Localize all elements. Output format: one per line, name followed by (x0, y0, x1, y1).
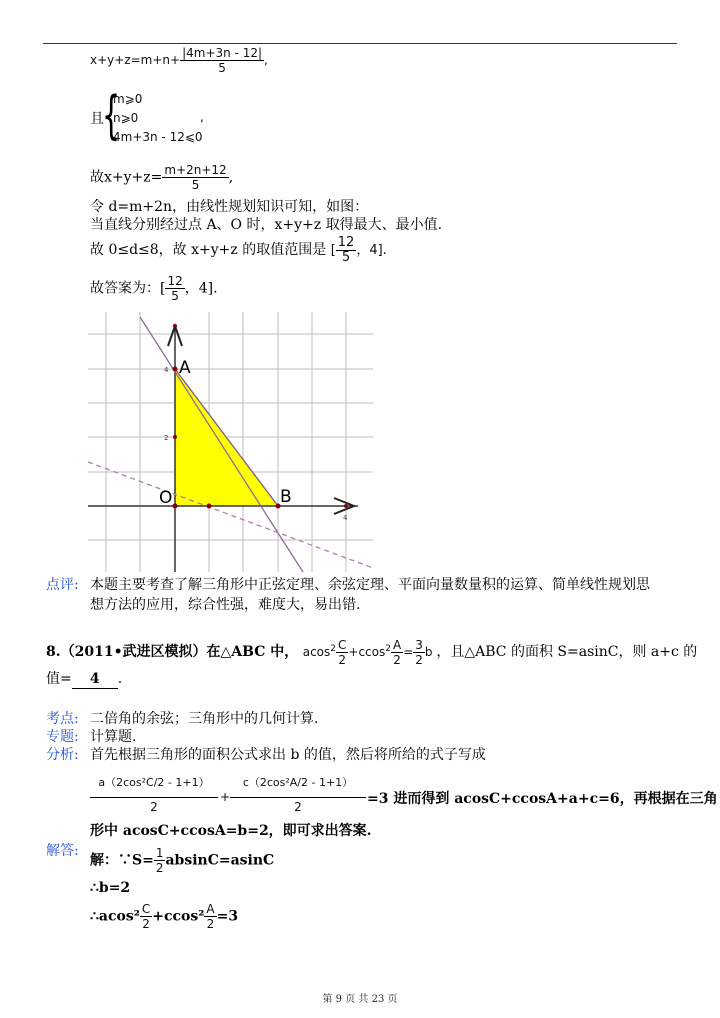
tick-label-2: 2 (164, 434, 169, 442)
fraction-1-bar (90, 797, 218, 798)
fenxi-text: 首先根据三角形的面积公式求出 b 的值，然后将所给的式子写成 (90, 747, 486, 763)
and-label: 且 (90, 111, 104, 127)
tick-label-4: 4 (164, 366, 169, 374)
answer-value: 4 (72, 670, 118, 689)
fraction-2-denominator: 2 (294, 800, 302, 814)
comment-line-2: 想方法的应用，综合性强，难度大，易出错. (90, 597, 361, 613)
paragraph-3: 故 0≤d≤8，故 x+y+z 的取值范围是 [ $\frac{12}{5}$ ，4]. (90, 235, 387, 265)
point-2 (173, 435, 177, 439)
paragraph-2: 当直线分别经过点 A、O 时，x+y+z 取得最大、最小值. (90, 217, 443, 233)
point-a (173, 367, 178, 372)
jieda-tag: 解答: (46, 843, 79, 859)
page-footer: 第 9 页 共 23 页 (322, 994, 398, 1005)
zhuanti-text: 计算题. (90, 729, 137, 745)
label-o: O (159, 488, 173, 508)
solution-line-3: ∴acos² $\frac{C}{2}$ +ccos² $\frac{A}{2}$ =3 (90, 902, 239, 931)
comment-line-1: 本题主要考查了解三角形中正弦定理、余弦定理、平面向量数量积的运算、简单线性规划思 (90, 577, 650, 593)
fenxi-next-line: 形中 acosC+ccosA=b=2，即可求出答案. (90, 823, 372, 839)
tick-label-x: 4 (343, 514, 348, 522)
header-rule (43, 43, 677, 44)
answer-row: 值= 4 . (46, 671, 123, 687)
point-mid (207, 504, 212, 509)
point-y-top (173, 324, 177, 328)
fraction-plus: + (220, 790, 231, 804)
kaodian-text: 二倍角的余弦；三角形中的几何计算. (90, 711, 319, 727)
fraction-2-bar (230, 797, 366, 798)
kaodian-tag: 考点: (46, 711, 79, 727)
zhuanti-tag: 专题: (46, 729, 79, 745)
point-o (173, 504, 178, 509)
formula-line-3: 故x+y+z= $\frac{m+2n+12}{5}$ , (90, 163, 234, 192)
solution-line-2: ∴b=2 (90, 880, 131, 896)
point-x (344, 504, 348, 508)
line-ab (140, 317, 303, 572)
condition-1: m⩾0 (113, 92, 143, 106)
answer-line: 故答案为：[ $\frac{12}{5}$ ，4]. (90, 274, 218, 303)
condition-3: 4m+3n - 12⩽0 (113, 130, 203, 144)
linear-programming-graph (88, 312, 373, 572)
fraction-1-numerator: a（2cos²C/2 - 1+1） (98, 776, 210, 789)
question-8: 8.（2011•武进区模拟）在△ABC 中， acos$^2$ $\frac{C}{2}$ +ccos$^2$ $\frac{A}{2}$ = $\frac{3}{2}$ b ，且△ABC 的面积 S=asinC，则 a+c 的 (46, 638, 698, 667)
condition-comma: , (200, 110, 204, 124)
label-a: A (179, 358, 191, 378)
comment-tag: 点评: (46, 577, 79, 593)
condition-2: n⩾0 (113, 111, 139, 125)
paragraph-1: 令 d=m+2n，由线性规划知识可知，如图： (90, 199, 369, 215)
formula-line-1: x+y+z=m+n+ $\frac{|4m+3n - 12|}{5}$ , (90, 46, 268, 75)
brace: { (102, 86, 121, 146)
solution-line-1: 解：∵S= $\frac{1}{2}$ absinC=asinC (90, 846, 275, 875)
label-b: B (280, 487, 292, 507)
fenxi-continuation: =3 进而得到 acosC+ccosA+a+c=6，再根据在三角 (367, 791, 718, 807)
fraction-1-denominator: 2 (150, 800, 158, 814)
fenxi-tag: 分析: (46, 747, 79, 763)
fraction-2-numerator: c（2cos²A/2 - 1+1） (242, 776, 354, 789)
